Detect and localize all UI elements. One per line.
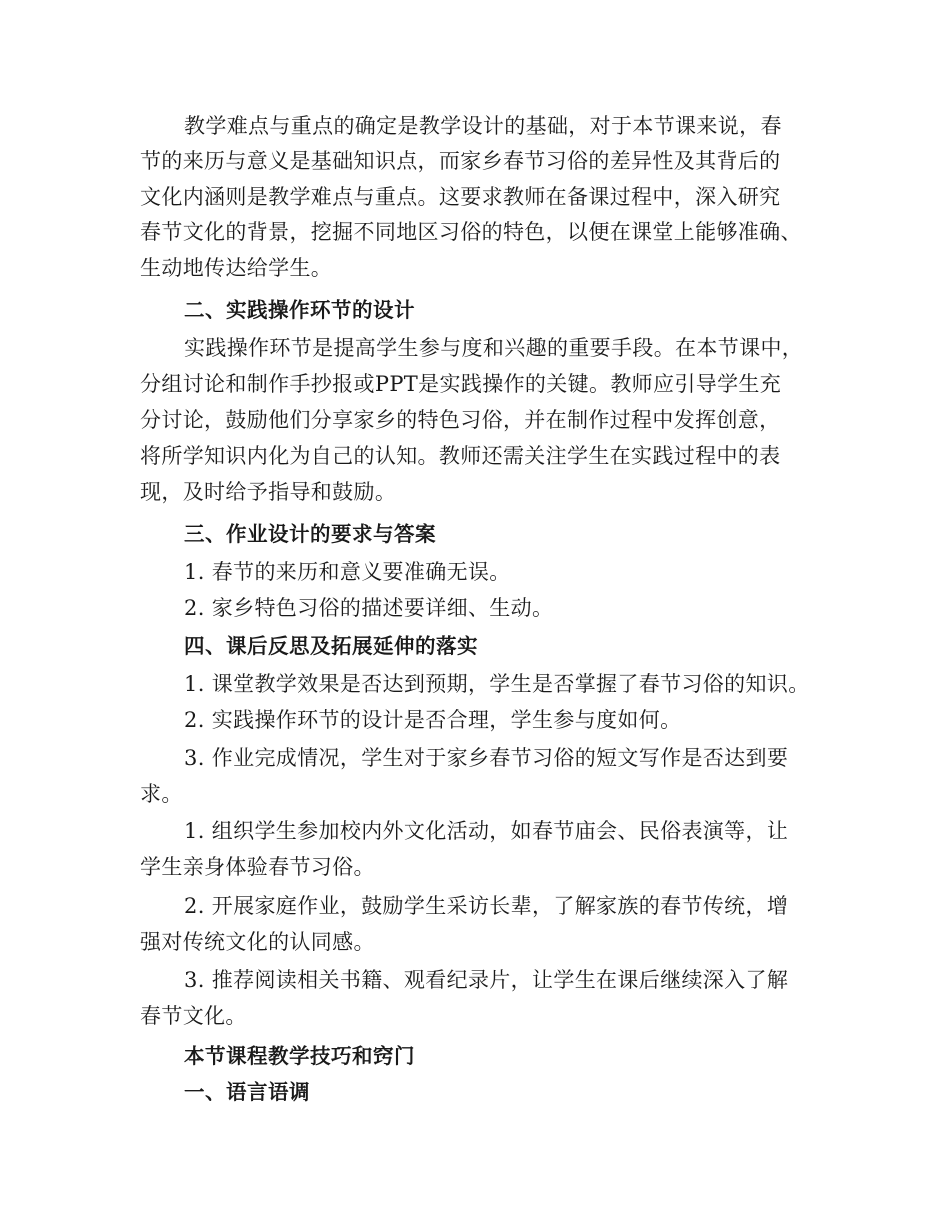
list-item: 2. 实践操作环节的设计是否合理，学生参与度如何。	[184, 708, 682, 732]
paragraph-line: 分讨论，鼓励他们分享家乡的特色习俗，并在制作过程中发挥创意，	[140, 408, 781, 432]
list-item: 1. 春节的来历和意义要准确无误。	[184, 560, 511, 584]
paragraph-line: 实践操作环节是提高学生参与度和兴趣的重要手段。在本节课中，	[184, 336, 804, 360]
section-heading: 二、实践操作环节的设计	[184, 298, 415, 322]
list-item-continuation: 强对传统文化的认同感。	[140, 930, 375, 954]
paragraph-line: 生动地传达给学生。	[140, 256, 333, 280]
paragraph-line: 文化内涵则是教学难点与重点。这要求教师在备课过程中，深入研究	[140, 185, 781, 209]
section-heading: 四、课后反思及拓展延伸的落实	[184, 634, 478, 658]
paragraph-line: 节的来历与意义是基础知识点，而家乡春节习俗的差异性及其背后的	[140, 149, 781, 173]
list-item-continuation: 学生亲身体验春节习俗。	[140, 855, 375, 879]
paragraph-line: 现，及时给予指导和鼓励。	[140, 480, 397, 504]
paragraph-line: 教学难点与重点的确定是教学设计的基础，对于本节课来说，春	[184, 114, 782, 138]
list-item-continuation: 求。	[140, 782, 183, 806]
paragraph-line: 分组讨论和制作手抄报或PPT是实践操作的关键。教师应引导学生充	[140, 372, 782, 396]
section-heading: 本节课程教学技巧和窍门	[184, 1044, 415, 1068]
list-item: 1. 组织学生参加校内外文化活动，如春节庙会、民俗表演等，让	[184, 819, 789, 843]
paragraph-line: 将所学知识内化为自己的认知。教师还需关注学生在实践过程中的表	[140, 444, 781, 468]
list-item: 2. 家乡特色习俗的描述要详细、生动。	[184, 596, 554, 620]
list-item: 3. 作业完成情况，学生对于家乡春节习俗的短文写作是否达到要	[184, 746, 789, 770]
list-item: 3. 推荐阅读相关书籍、观看纪录片，让学生在课后继续深入了解	[184, 968, 789, 992]
list-item: 1. 课堂教学效果是否达到预期，学生是否掌握了春节习俗的知识。	[184, 672, 810, 696]
paragraph-line: 春节文化的背景，挖掘不同地区习俗的特色，以便在课堂上能够准确、	[140, 220, 802, 244]
list-item: 2. 开展家庭作业，鼓励学生采访长辈，了解家族的春节传统，增	[184, 894, 789, 918]
list-item-continuation: 春节文化。	[140, 1004, 247, 1028]
section-heading: 一、语言语调	[184, 1080, 310, 1104]
section-heading: 三、作业设计的要求与答案	[184, 522, 436, 546]
